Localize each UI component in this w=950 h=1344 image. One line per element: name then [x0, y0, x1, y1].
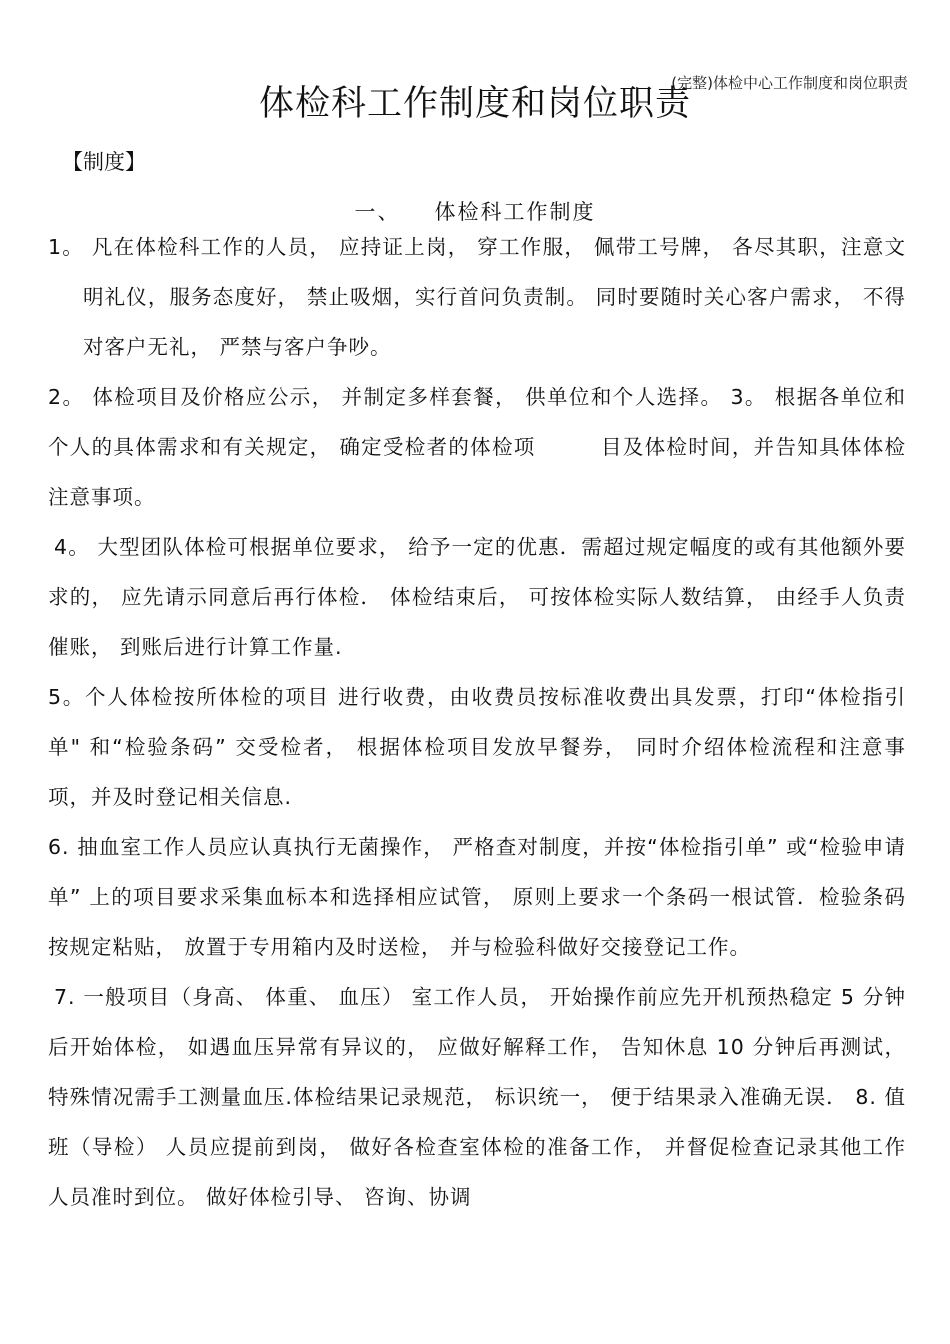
section-heading-text: 体检科工作制度: [434, 200, 596, 224]
running-header: (完整)体检中心工作制度和岗位职责: [671, 74, 908, 92]
paragraph-2: 2。 体检项目及价格应公示， 并制定多样套餐， 供单位和个人选择。 3。 根据各单位和个人的具体需求和有关规定， 确定受检者的体检项 目及体检时间，并告知具体体检注意事项。: [48, 385, 906, 509]
document-body: [48, 222, 906, 1222]
paragraph-1: 1。 凡在体检科工作的人员， 应持证上岗， 穿工作服， 佩带工号牌， 各尽其职，注意文明礼仪，服务态度好， 禁止吸烟，实行首问负责制。 同时要随时关心客户需求， 不得对客户无礼， 严禁与客户争吵。: [48, 235, 906, 359]
section-number: 一、: [354, 200, 401, 224]
paragraph-5: 6. 抽血室工作人员应认真执行无菌操作， 严格查对制度，并按“体检指引单” 或“检验申请单” 上的项目要求采集血标本和选择相应试管， 原则上要求一个条码一根试管．检验条码按规定粘贴， 放置于专用箱内及时送检， 并与检验科做好交接登记工作。: [48, 835, 906, 959]
section-tag: 【制度】: [62, 150, 146, 174]
paragraph-6: 7. 一般项目（身高、 体重、 血压） 室工作人员， 开始操作前应先开机预热稳定 5 分钟后开始体检， 如遇血压异常有异议的， 应做好解释工作， 告知休息 10 分钟后再测试，特殊情况需手工测量血压.体检结果记录规范， 标识统一， 便于结果录入准确无误． 8. 值班（导检） 人员应提前到岗， 做好各检查室体检的准备工作， 并督促检查记录其他工作人员准时到位。 做好体检引导、 咨询、协调: [48, 985, 906, 1209]
paragraph-4: 5。个人体检按所体检的项目 进行收费，由收费员按标准收费出具发票，打印“体检指引单" 和“检验条码” 交受检者， 根据体检项目发放早餐券， 同时介绍体检流程和注意事项，并及时登记相关信息.: [48, 685, 906, 809]
document-title: 体检科工作制度和岗位职责: [258, 84, 691, 124]
paragraph-3: 4。 大型团队体检可根据单位要求， 给予一定的优惠．需超过规定幅度的或有其他额外要求的， 应先请示同意后再行体检． 体检结束后， 可按体检实际人数结算， 由经手人负责催账， 到账后进行计算工作量.: [48, 535, 906, 659]
